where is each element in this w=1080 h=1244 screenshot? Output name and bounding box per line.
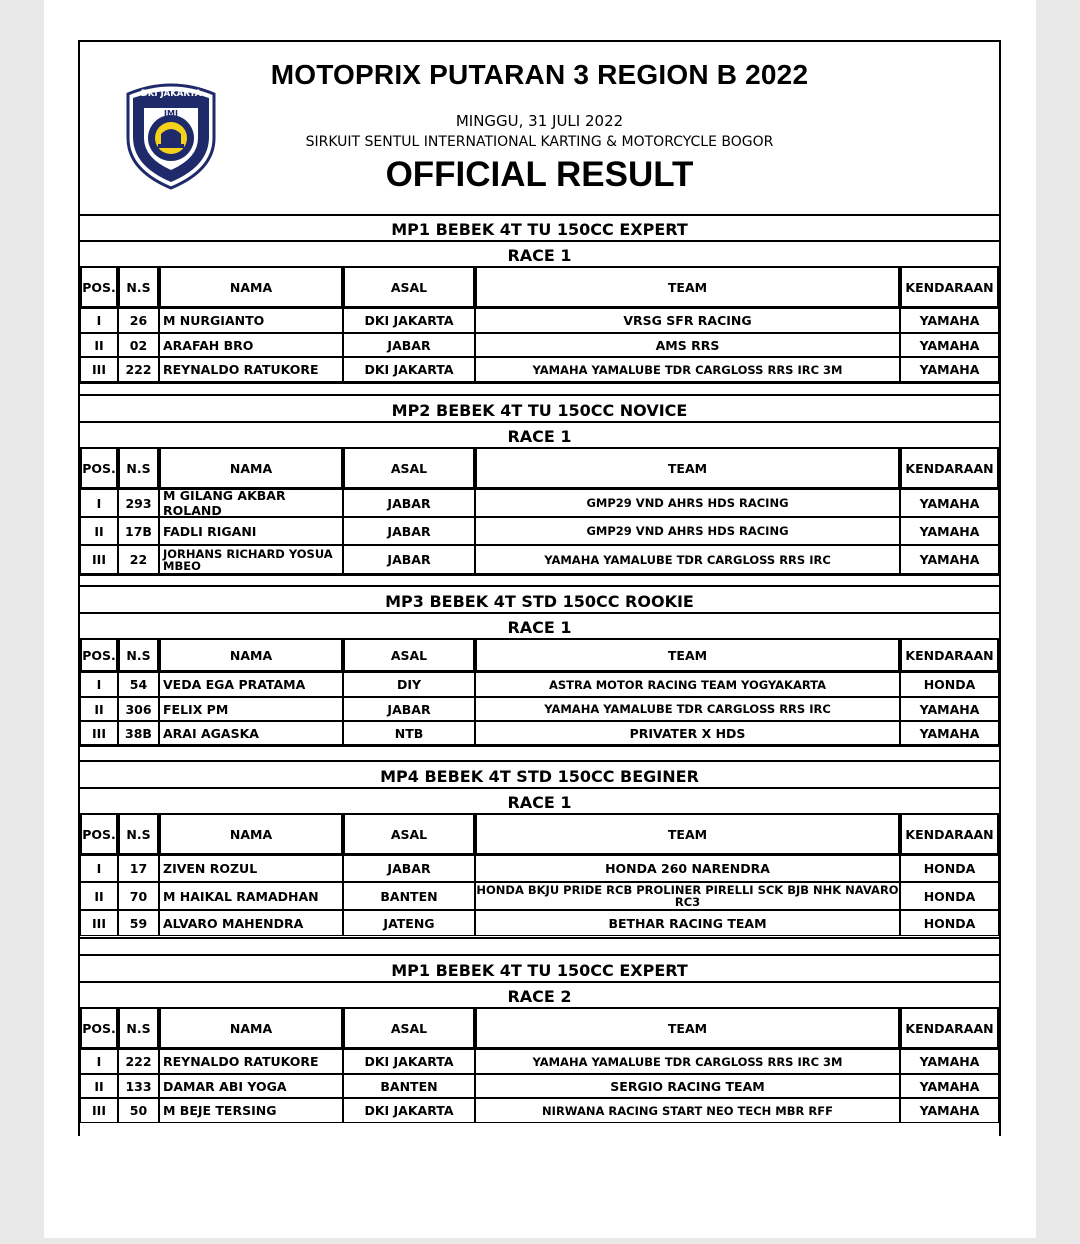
column-header-kendaraan: KENDARAAN	[900, 266, 999, 308]
race-title	[80, 787, 999, 815]
cell-team: AMS RRS	[475, 333, 900, 357]
race-title	[80, 981, 999, 1009]
column-header-kendaraan: KENDARAAN	[900, 813, 999, 855]
cell-nama: DAMAR ABI YOGA	[159, 1074, 343, 1098]
column-header-asal: ASAL	[343, 813, 475, 855]
cell-pos: III	[80, 910, 118, 936]
cell-team: YAMAHA YAMALUBE TDR CARGLOSS RRS IRC 3M	[475, 1049, 900, 1074]
column-header-team: TEAM	[475, 813, 900, 855]
cell-asal: JABAR	[343, 855, 475, 882]
cell-asal: DKI JAKARTA	[343, 1098, 475, 1123]
cell-kendaraan: YAMAHA	[900, 1074, 999, 1098]
cell-nama: ARAFAH BRO	[159, 333, 343, 357]
cell-team: YAMAHA YAMALUBE TDR CARGLOSS RRS IRC	[475, 697, 900, 721]
cell-asal: JABAR	[343, 333, 475, 357]
cell-pos: III	[80, 545, 118, 574]
column-header-pos: POS.	[80, 266, 118, 308]
cell-team: SERGIO RACING TEAM	[475, 1074, 900, 1098]
cell-team: ASTRA MOTOR RACING TEAM YOGYAKARTA	[475, 672, 900, 697]
section-separator	[80, 937, 999, 939]
race-title	[80, 240, 999, 268]
cell-team: VRSG SFR RACING	[475, 308, 900, 333]
cell-nama: JORHANS RICHARD YOSUA MBEO	[159, 545, 343, 574]
column-header-asal: ASAL	[343, 447, 475, 489]
section-class-title	[80, 760, 999, 789]
cell-kendaraan: HONDA	[900, 882, 999, 910]
logo-abbr-text: IMI	[164, 109, 178, 118]
race-title-text: RACE 1	[507, 618, 572, 637]
cell-kendaraan: YAMAHA	[900, 721, 999, 745]
section-class-text: MP3 BEBEK 4T STD 150CC ROOKIE	[385, 592, 694, 611]
cell-nama: M NURGIANTO	[159, 308, 343, 333]
column-header-pos: POS.	[80, 638, 118, 672]
cell-ns: 70	[118, 882, 159, 910]
official-result-heading: OFFICIAL RESULT	[385, 155, 694, 194]
cell-team: NIRWANA RACING START NEO TECH MBR RFF	[475, 1098, 900, 1123]
cell-kendaraan: YAMAHA	[900, 1098, 999, 1123]
cell-team: GMP29 VND AHRS HDS RACING	[475, 489, 900, 517]
section-class-title	[80, 954, 999, 983]
cell-nama: FELIX PM	[159, 697, 343, 721]
cell-nama: M BEJE TERSING	[159, 1098, 343, 1123]
race-title-text: RACE 1	[507, 246, 572, 265]
cell-pos: I	[80, 489, 118, 517]
cell-kendaraan: YAMAHA	[900, 517, 999, 545]
column-header-nama: NAMA	[159, 638, 343, 672]
section-separator	[80, 745, 999, 747]
race-title-text: RACE 2	[507, 987, 572, 1006]
cell-pos: II	[80, 517, 118, 545]
cell-ns: 17	[118, 855, 159, 882]
section-class-text: MP1 BEBEK 4T TU 150CC EXPERT	[391, 220, 688, 239]
section-class-title	[80, 585, 999, 614]
column-header-team: TEAM	[475, 447, 900, 489]
column-header-team: TEAM	[475, 1007, 900, 1049]
cell-asal: NTB	[343, 721, 475, 745]
cell-asal: JABAR	[343, 545, 475, 574]
cell-kendaraan: YAMAHA	[900, 357, 999, 382]
section-class-text: MP2 BEBEK 4T TU 150CC NOVICE	[391, 401, 688, 420]
cell-nama: M HAIKAL RAMADHAN	[159, 882, 343, 910]
document-title: MOTOPRIX PUTARAN 3 REGION B 2022	[270, 59, 809, 90]
column-header-nama: NAMA	[159, 266, 343, 308]
section-separator	[80, 574, 999, 576]
cell-kendaraan: HONDA	[900, 855, 999, 882]
column-header-ns: N.S	[118, 447, 159, 489]
cell-pos: III	[80, 1098, 118, 1123]
column-header-ns: N.S	[118, 1007, 159, 1049]
cell-ns: 54	[118, 672, 159, 697]
cell-asal: JABAR	[343, 697, 475, 721]
cell-pos: II	[80, 882, 118, 910]
column-header-team: TEAM	[475, 266, 900, 308]
cell-nama: FADLI RIGANI	[159, 517, 343, 545]
section-class-text: MP4 BEBEK 4T STD 150CC BEGINER	[380, 767, 699, 786]
cell-team: GMP29 VND AHRS HDS RACING	[475, 517, 900, 545]
cell-team: PRIVATER X HDS	[475, 721, 900, 745]
cell-asal: DKI JAKARTA	[343, 357, 475, 382]
cell-ns: 22	[118, 545, 159, 574]
cell-pos: II	[80, 1074, 118, 1098]
section-class-title	[80, 214, 999, 242]
column-header-ns: N.S	[118, 638, 159, 672]
cell-kendaraan: YAMAHA	[900, 308, 999, 333]
cell-ns: 50	[118, 1098, 159, 1123]
column-header-kendaraan: KENDARAAN	[900, 1007, 999, 1049]
cell-team: YAMAHA YAMALUBE TDR CARGLOSS RRS IRC	[475, 545, 900, 574]
cell-kendaraan: YAMAHA	[900, 545, 999, 574]
event-date: MINGGU, 31 JULI 2022	[455, 112, 624, 130]
cell-pos: I	[80, 855, 118, 882]
cell-asal: JABAR	[343, 489, 475, 517]
cell-ns: 38B	[118, 721, 159, 745]
column-header-ns: N.S	[118, 813, 159, 855]
cell-asal: JABAR	[343, 517, 475, 545]
column-header-ns: N.S	[118, 266, 159, 308]
cell-nama: ARAI AGASKA	[159, 721, 343, 745]
cell-team: HONDA BKJU PRIDE RCB PROLINER PIRELLI SCK BJB NHK NAVARO RC3	[476, 883, 899, 909]
cell-ns: 02	[118, 333, 159, 357]
cell-nama: VEDA EGA PRATAMA	[159, 672, 343, 697]
race-title-text: RACE 1	[507, 793, 572, 812]
cell-team: HONDA 260 NARENDRA	[475, 855, 900, 882]
cell-ns: 133	[118, 1074, 159, 1098]
section-class-text: MP1 BEBEK 4T TU 150CC EXPERT	[391, 961, 688, 980]
logo-top-text: DKI JAKARTA	[140, 89, 202, 99]
cell-asal: JATENG	[343, 910, 475, 936]
column-header-nama: NAMA	[159, 813, 343, 855]
cell-pos: II	[80, 333, 118, 357]
cell-kendaraan: YAMAHA	[900, 1049, 999, 1074]
cell-kendaraan: YAMAHA	[900, 489, 999, 517]
cell-asal: BANTEN	[343, 1074, 475, 1098]
cell-ns: 26	[118, 308, 159, 333]
race-title	[80, 612, 999, 640]
cell-nama: ZIVEN ROZUL	[159, 855, 343, 882]
column-header-nama: NAMA	[159, 447, 343, 489]
column-header-asal: ASAL	[343, 266, 475, 308]
cell-pos: I	[80, 308, 118, 333]
cell-pos: I	[80, 672, 118, 697]
cell-asal: DKI JAKARTA	[343, 1049, 475, 1074]
cell-ns: 17B	[118, 517, 159, 545]
cell-nama: REYNALDO RATUKORE	[159, 357, 343, 382]
document-header	[80, 42, 999, 216]
cell-pos: II	[80, 697, 118, 721]
cell-ns: 59	[118, 910, 159, 936]
cell-kendaraan: YAMAHA	[900, 697, 999, 721]
cell-ns: 306	[118, 697, 159, 721]
cell-asal: DIY	[343, 672, 475, 697]
section-class-title	[80, 394, 999, 423]
column-header-pos: POS.	[80, 813, 118, 855]
cell-nama: REYNALDO RATUKORE	[159, 1049, 343, 1074]
column-header-asal: ASAL	[343, 638, 475, 672]
race-title	[80, 421, 999, 449]
cell-team: YAMAHA YAMALUBE TDR CARGLOSS RRS IRC 3M	[475, 357, 900, 382]
column-header-nama: NAMA	[159, 1007, 343, 1049]
cell-ns: 293	[118, 489, 159, 517]
cell-asal: DKI JAKARTA	[343, 308, 475, 333]
cell-pos: III	[80, 721, 118, 745]
cell-ns: 222	[118, 357, 159, 382]
cell-asal: BANTEN	[343, 882, 475, 910]
cell-kendaraan: HONDA	[900, 910, 999, 936]
cell-kendaraan: HONDA	[900, 672, 999, 697]
cell-kendaraan: YAMAHA	[900, 333, 999, 357]
column-header-pos: POS.	[80, 1007, 118, 1049]
column-header-kendaraan: KENDARAAN	[900, 638, 999, 672]
column-header-team: TEAM	[475, 638, 900, 672]
cell-ns: 222	[118, 1049, 159, 1074]
section-separator	[80, 382, 999, 384]
cell-pos: III	[80, 357, 118, 382]
race-title-text: RACE 1	[507, 427, 572, 446]
cell-team: BETHAR RACING TEAM	[475, 910, 900, 936]
column-header-kendaraan: KENDARAAN	[900, 447, 999, 489]
cell-pos: I	[80, 1049, 118, 1074]
cell-nama: ALVARO MAHENDRA	[159, 910, 343, 936]
column-header-pos: POS.	[80, 447, 118, 489]
cell-nama: M GILANG AKBAR ROLAND	[159, 489, 343, 517]
column-header-asal: ASAL	[343, 1007, 475, 1049]
event-venue: SIRKUIT SENTUL INTERNATIONAL KARTING & MOTORCYCLE BOGOR	[305, 134, 774, 150]
